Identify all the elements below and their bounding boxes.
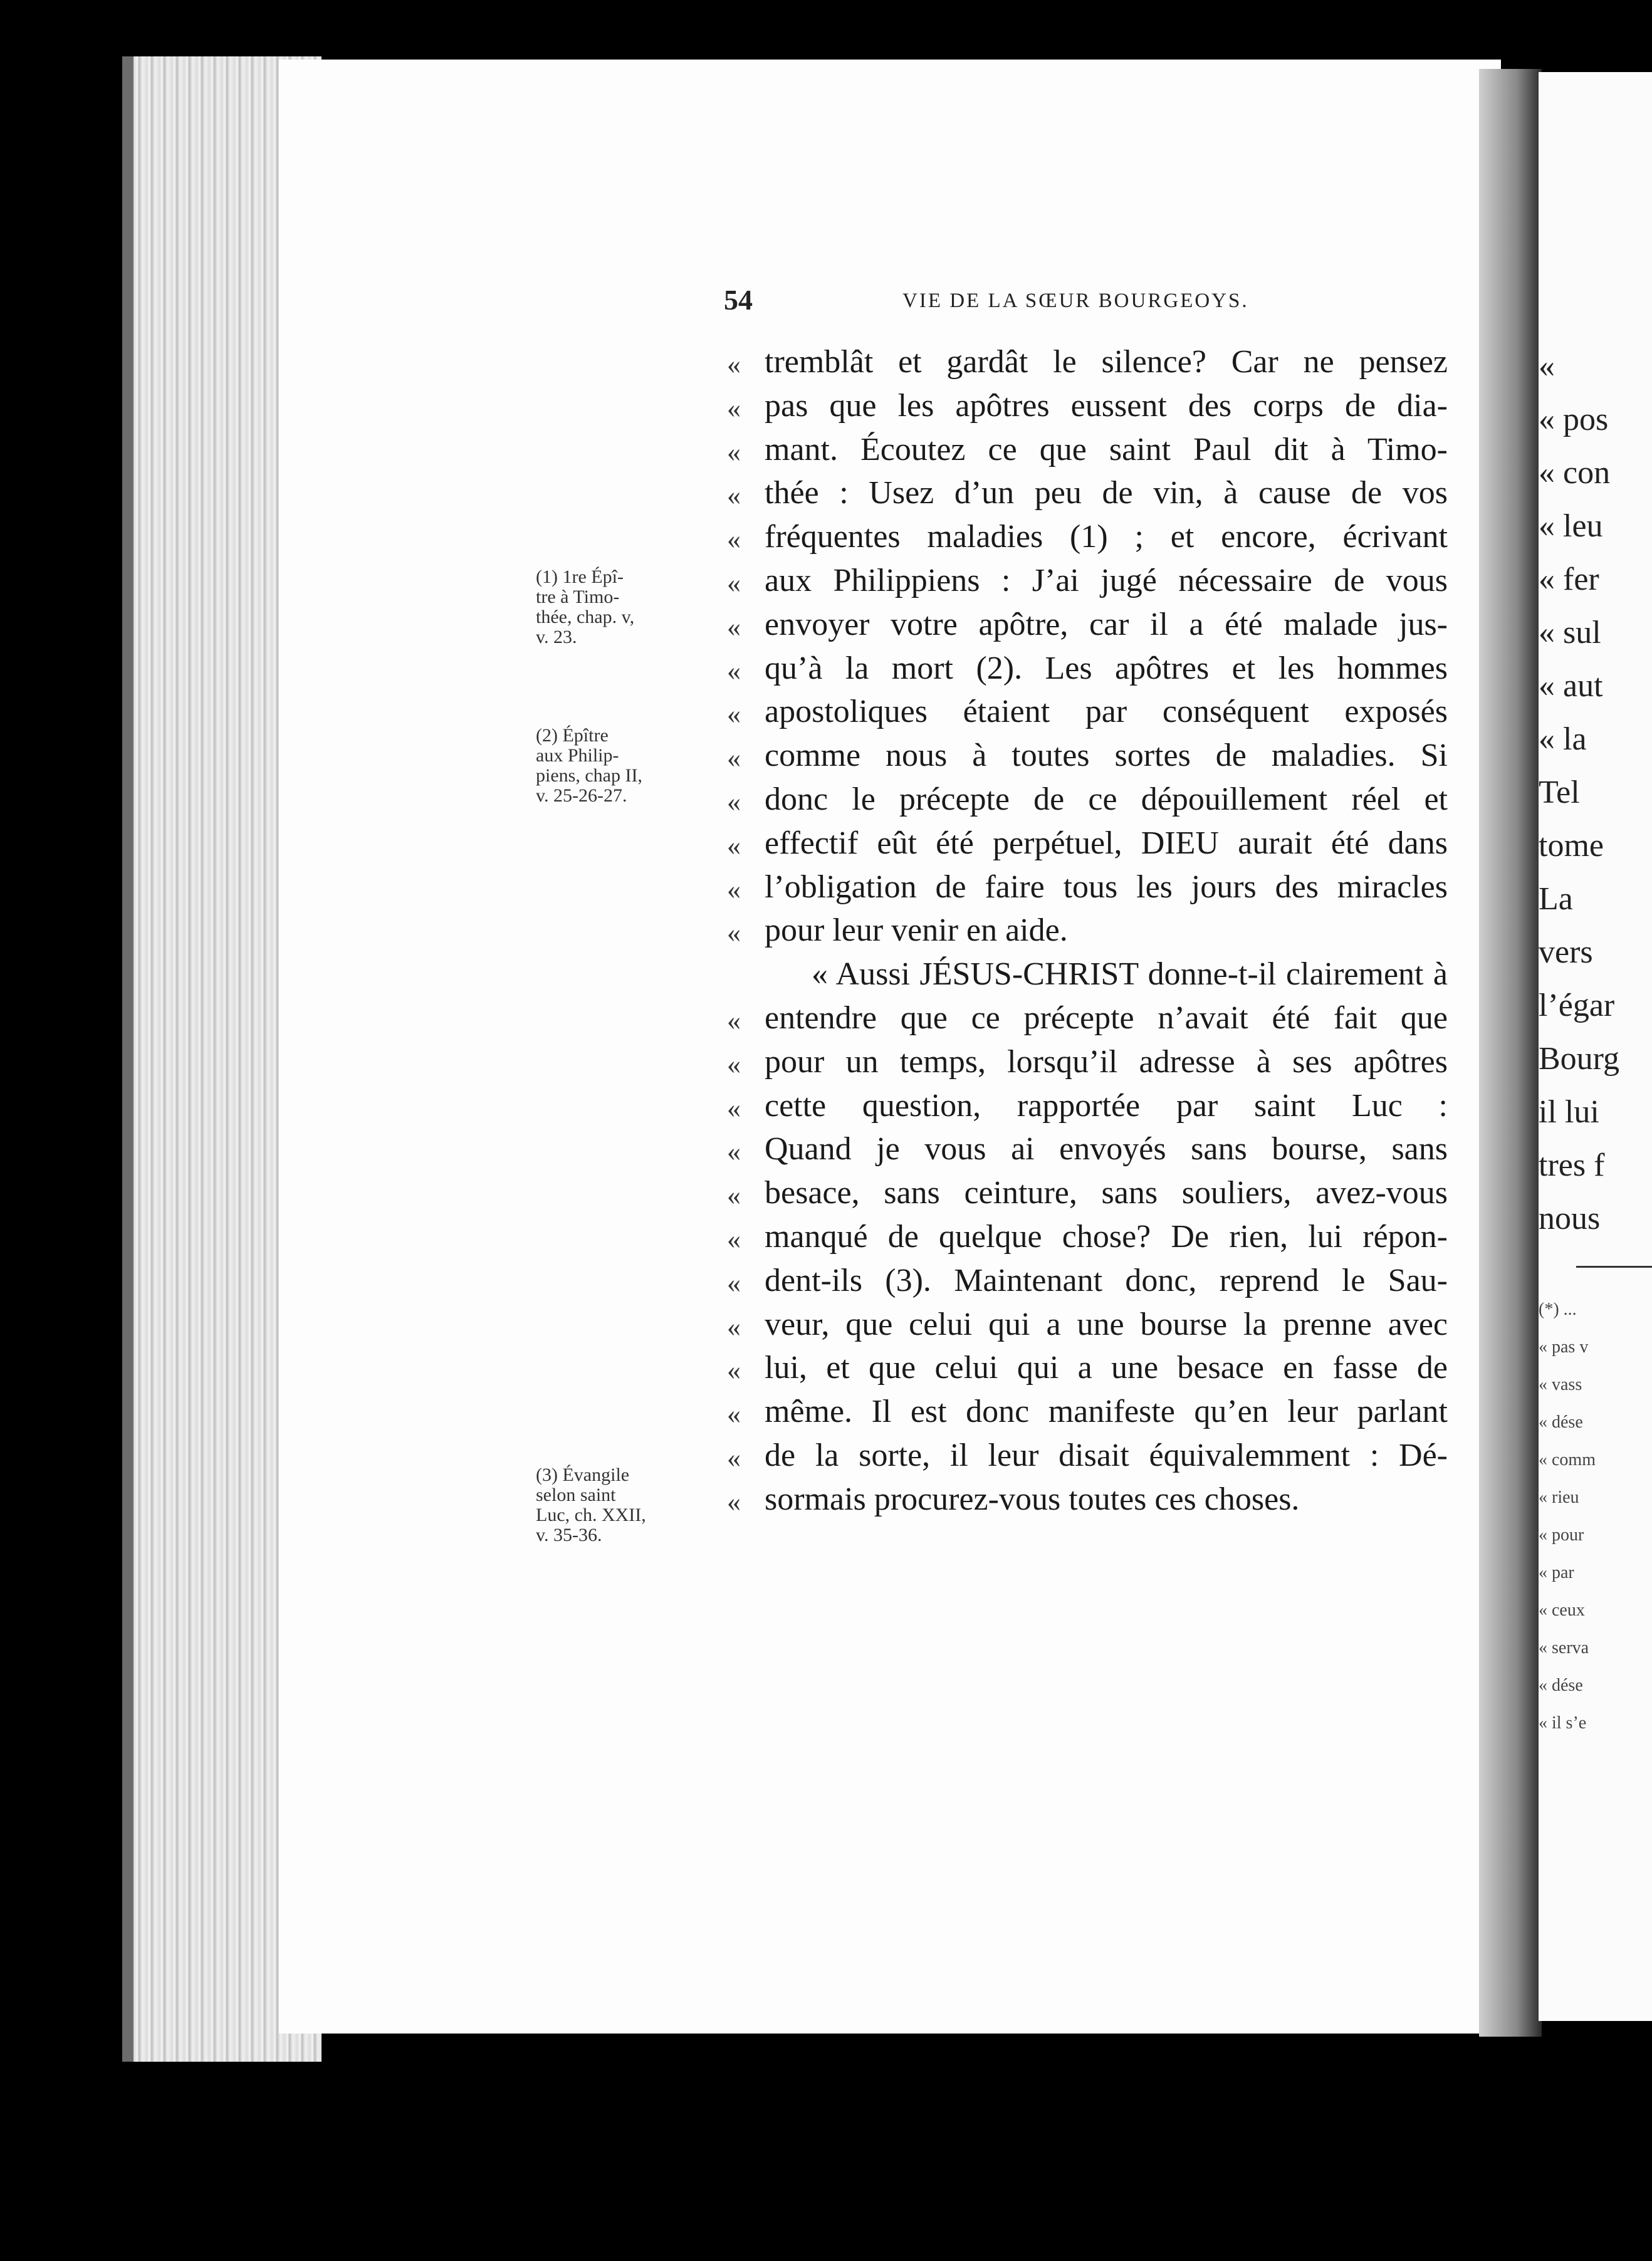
facing-note-line: « pas v [1539,1337,1589,1357]
quote-mark: « [727,830,741,861]
margin-note-line: (1) 1re Épî- [536,567,624,587]
quote-mark: « [727,480,741,511]
text-line: mant. Écoutez ce que saint Paul dit à Timo- [765,432,1448,467]
text-line: envoyer votre apôtre, car il a été malade jus- [765,607,1448,642]
facing-note-line: « il s’e [1539,1713,1587,1733]
margin-note-line: (3) Évangile [536,1465,630,1485]
facing-line: tres f [1539,1147,1605,1183]
text-line: de la sorte, il leur disait équivalemment : Dé- [765,1438,1448,1473]
text-line: dent-ils (3). Maintenant donc, reprend le Sau- [765,1263,1448,1298]
quote-mark: « [727,1312,741,1342]
running-head [724,283,1285,321]
facing-note-line: « par [1539,1563,1574,1582]
text-line: qu’à la mort (2). Les apôtres et les hommes [765,650,1448,686]
quote-mark: « [727,1005,741,1036]
facing-note-line: « vass [1539,1375,1582,1394]
facing-note-line: « pour [1539,1525,1584,1545]
text-line: besace, sans ceinture, sans souliers, avez-vous [765,1175,1448,1211]
quote-mark: « [727,786,741,817]
quote-mark: « [727,655,741,686]
facing-line: l’égar [1539,988,1615,1023]
text-line: manqué de quelque chose? De rien, lui répon- [765,1219,1448,1255]
text-line: Quand je vous ai envoyés sans bourse, sans [765,1131,1448,1167]
facing-line: vers [1539,934,1593,970]
facing-note-line: (*) ... [1539,1300,1577,1319]
text-line: effectif eût été perpétuel, DIEU aurait été dans [765,825,1448,861]
quote-mark: « [727,743,741,773]
facing-note-line: « rieu [1539,1488,1579,1507]
margin-note-line: thée, chap. v, [536,607,635,627]
margin-note-line: selon saint [536,1485,616,1505]
quote-mark: « [727,1180,741,1211]
facing-line: « fer [1539,561,1599,597]
margin-note-line: (2) Épître [536,725,609,746]
text-line: donc le précepte de ce dépouillement réel et [765,781,1448,817]
running-title: VIE DE LA SŒUR BOURGEOYS. [902,290,1249,312]
margin-note-line: v. 35-36. [536,1525,602,1545]
facing-line: « pos [1539,402,1609,437]
facing-note-line: « comm [1539,1450,1596,1470]
quote-mark: « [727,1399,741,1429]
text-line: pour leur venir en aide. [765,912,1068,948]
gutter-shadow [1479,69,1542,2037]
facing-note-line: « dése [1539,1676,1583,1695]
facing-line: il lui [1539,1094,1599,1130]
facing-line: « con [1539,455,1611,491]
quote-mark: « [727,1136,741,1167]
text-line: pour un temps, lorsqu’il adresse à ses apôtres [765,1044,1448,1080]
text-line: lui, et que celui qui a une besace en fasse de [765,1350,1448,1386]
facing-line: La [1539,881,1573,917]
quote-mark: « [727,1443,741,1473]
quote-mark: « [727,524,741,555]
facing-line: « sul [1539,615,1601,650]
text-line: pas que les apôtres eussent des corps de dia- [765,388,1448,424]
text-line: sormais procurez-vous toutes ces choses. [765,1481,1300,1517]
text-line: comme nous à toutes sortes de maladies. Si [765,738,1448,773]
text-line: l’obligation de faire tous les jours des miracles [765,869,1448,905]
margin-note-line: piens, chap II, [536,765,642,786]
quote-mark: « [727,874,741,905]
text-line: même. Il est donc manifeste qu’en leur parlant [765,1394,1448,1429]
text-line: « Aussi JÉSUS-CHRIST donne-t-il clairement à [812,956,1448,992]
text-line: tremblât et gardât le silence? Car ne pensez [765,344,1448,380]
facing-line: « [1539,348,1555,384]
facing-line: « aut [1539,668,1603,704]
text-line: aux Philippiens : J’ai jugé nécessaire de vous [765,563,1448,598]
text-line: cette question, rapportée par saint Luc : [765,1088,1448,1124]
margin-note-line: tre à Timo- [536,587,620,607]
quote-mark: « [727,1355,741,1386]
facing-note-line: « ceux [1539,1600,1585,1620]
margin-note-line: Luc, ch. XXII, [536,1505,646,1525]
text-line: thée : Usez d’un peu de vin, à cause de vos [765,475,1448,511]
quote-mark: « [727,349,741,380]
quote-mark: « [727,1486,741,1517]
quote-mark: « [727,1268,741,1298]
facing-line: Bourg [1539,1041,1620,1077]
quote-mark: « [727,699,741,729]
quote-mark: « [727,917,741,948]
text-line: veur, que celui qui a une bourse la prenne avec [765,1307,1448,1342]
margin-note-line: v. 25-26-27. [536,785,627,806]
quote-mark: « [727,568,741,598]
facing-note-line: « dése [1539,1412,1583,1432]
quote-mark: « [727,393,741,424]
facing-line: Tel [1539,775,1580,810]
facing-line: nous [1539,1201,1601,1236]
margin-note-line: v. 23. [536,627,577,647]
facing-page-rule [1576,1266,1652,1268]
text-line: fréquentes maladies (1) ; et encore, écrivant [765,519,1448,555]
quote-mark: « [727,1224,741,1255]
facing-line: « leu [1539,508,1603,544]
facing-line: tome [1539,828,1604,864]
quote-mark: « [727,1093,741,1124]
text-line: apostoliques étaient par conséquent exposés [765,694,1448,729]
page-number: 54 [724,284,753,316]
facing-page [1539,72,1652,2021]
quote-mark: « [727,612,741,642]
quote-mark: « [727,437,741,467]
quote-mark: « [727,1049,741,1080]
facing-note-line: « serva [1539,1638,1589,1658]
text-line: entendre que ce précepte n’avait été fait que [765,1000,1448,1036]
facing-line: « la [1539,721,1587,757]
margin-note-line: aux Philip- [536,745,619,766]
